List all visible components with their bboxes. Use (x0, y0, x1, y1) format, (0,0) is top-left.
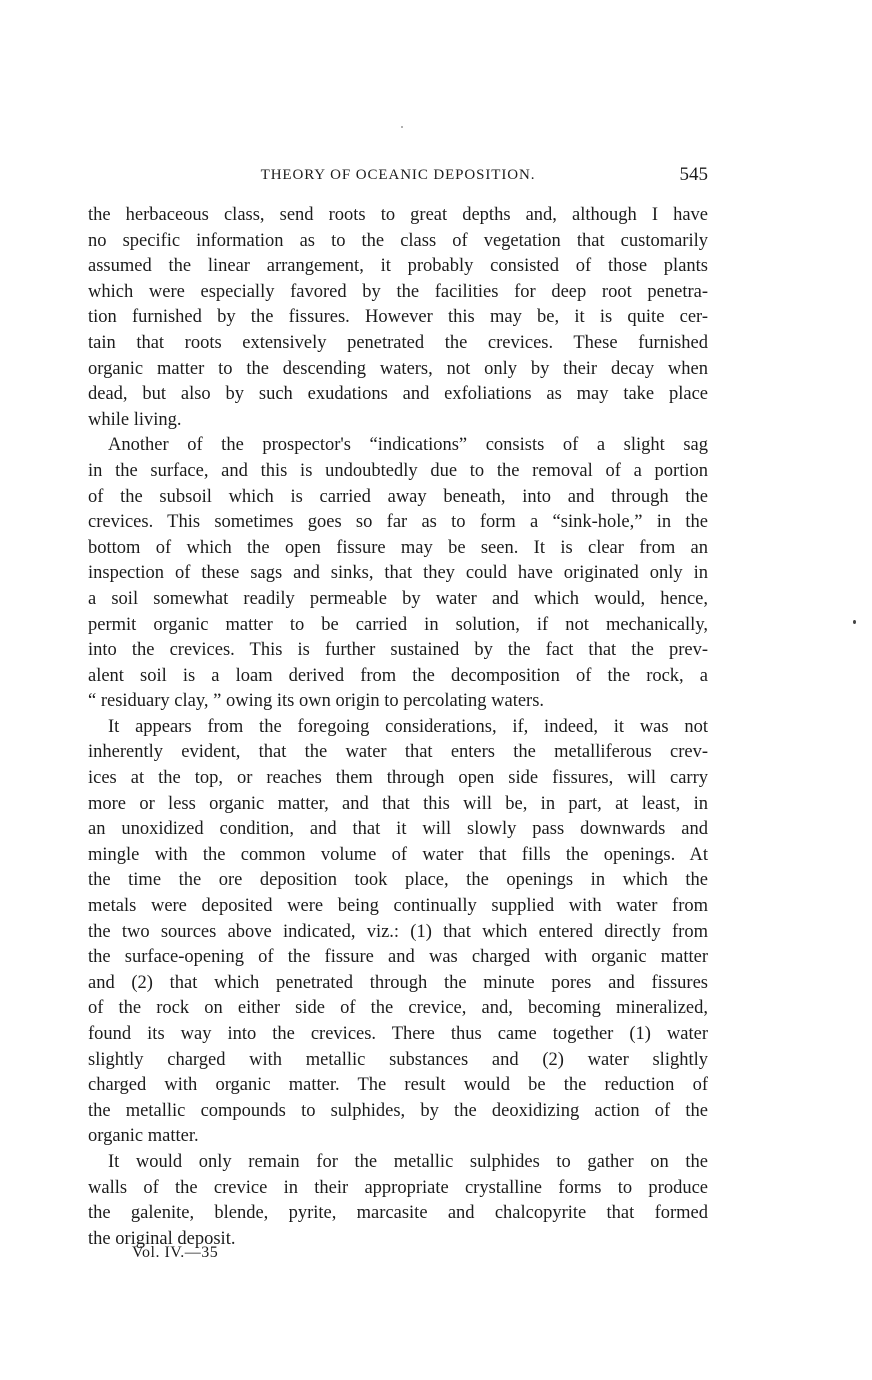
text-line: inherently evident, that the water that enters the metalliferous crev- (88, 742, 708, 763)
text-line: and (2) that which penetrated through the minute pores and fissures (88, 972, 708, 993)
text-line: the galenite, blende, pyrite, marcasite and chalcopyrite that formed (88, 1203, 708, 1224)
text-line: walls of the crevice in their appropriate crystalline forms to produce (88, 1177, 708, 1198)
margin-speck (853, 620, 856, 624)
text-line: organic matter to the descending waters, not only by their decay when (88, 358, 708, 379)
text-line: organic matter. (88, 1126, 199, 1147)
text-line: into the crevices. This is further sustained by the fact that the prev- (88, 640, 708, 661)
text-line: bottom of which the open fissure may be seen. It is clear from an (88, 537, 708, 558)
text-line: which were especially favored by the facilities for deep root penetra- (88, 281, 708, 302)
text-line: It would only remain for the metallic sulphides to gather on the (108, 1151, 708, 1172)
body-text (88, 203, 708, 1252)
text-line: permit organic matter to be carried in solution, if not mechanically, (88, 614, 708, 635)
text-line: crevices. This sometimes goes so far as to form a “sink-hole,” in the (88, 512, 708, 533)
text-line: slightly charged with metallic substances and (2) water slightly (88, 1049, 708, 1070)
page-number: 545 (679, 164, 708, 185)
text-line: a soil somewhat readily permeable by water and which would, hence, (88, 588, 708, 609)
text-line: the time the ore deposition took place, the openings in which the (88, 870, 708, 891)
text-line: assumed the linear arrangement, it probably consisted of those plants (88, 256, 708, 277)
paragraph (88, 433, 708, 715)
text-line: more or less organic matter, and that this will be, in part, at least, in (88, 793, 708, 814)
text-line: found its way into the crevices. There thus came together (1) water (88, 1024, 708, 1044)
page-header (88, 164, 708, 188)
text-line: It appears from the foregoing considerations, if, indeed, it was not (108, 716, 708, 737)
text-line: no specific information as to the class of vegetation that customarily (88, 230, 708, 251)
text-line: the surface-opening of the fissure and was charged with organic matter (88, 947, 708, 968)
text-line: inspection of these sags and sinks, that they could have originated only in (88, 563, 708, 584)
text-line: an unoxidized condition, and that it will slowly pass downwards and (88, 819, 708, 840)
text-line: the two sources above indicated, viz.: (1) that which entered directly from (88, 921, 708, 942)
text-line: metals were deposited were being continually supplied with water from (88, 896, 708, 917)
text-line: while living. (88, 409, 182, 430)
text-line: charged with organic matter. The result would be the reduction of (88, 1075, 708, 1096)
paragraph (88, 203, 708, 433)
text-line: in the surface, and this is undoubtedly due to the removal of a portion (88, 460, 708, 481)
paragraph (88, 715, 708, 1150)
text-line: the herbaceous class, send roots to great depths and, although I have (88, 205, 708, 225)
text-line: mingle with the common volume of water that fills the openings. At (88, 844, 708, 865)
text-line: alent soil is a loam derived from the decomposition of the rock, a (88, 665, 708, 686)
text-line: tion furnished by the fissures. However this may be, it is quite cer- (88, 307, 708, 328)
text-line: the original deposit. (88, 1228, 236, 1249)
scan-speck (401, 126, 403, 128)
text-line: the metallic compounds to sulphides, by the deoxidizing action of the (88, 1100, 708, 1121)
paragraph (88, 1150, 708, 1252)
text-line: of the rock on either side of the crevice, and, becoming mineralized, (88, 998, 708, 1019)
text-line: of the subsoil which is carried away beneath, into and through the (88, 486, 708, 507)
text-line: “ residuary clay, ” owing its own origin to percolating waters. (88, 691, 545, 712)
text-line: tain that roots extensively penetrated the crevices. These furnished (88, 332, 708, 353)
text-line: dead, but also by such exudations and exfoliations as may take place (88, 384, 708, 405)
signature-mark: Vol. IV.—35 (132, 1244, 219, 1261)
text-line: Another of the prospector's “indications” consists of a slight sag (108, 435, 708, 456)
text-line: ices at the top, or reaches them through open side fissures, will carry (88, 768, 708, 789)
running-head: THEORY OF OCEANIC DEPOSITION. (260, 167, 536, 183)
